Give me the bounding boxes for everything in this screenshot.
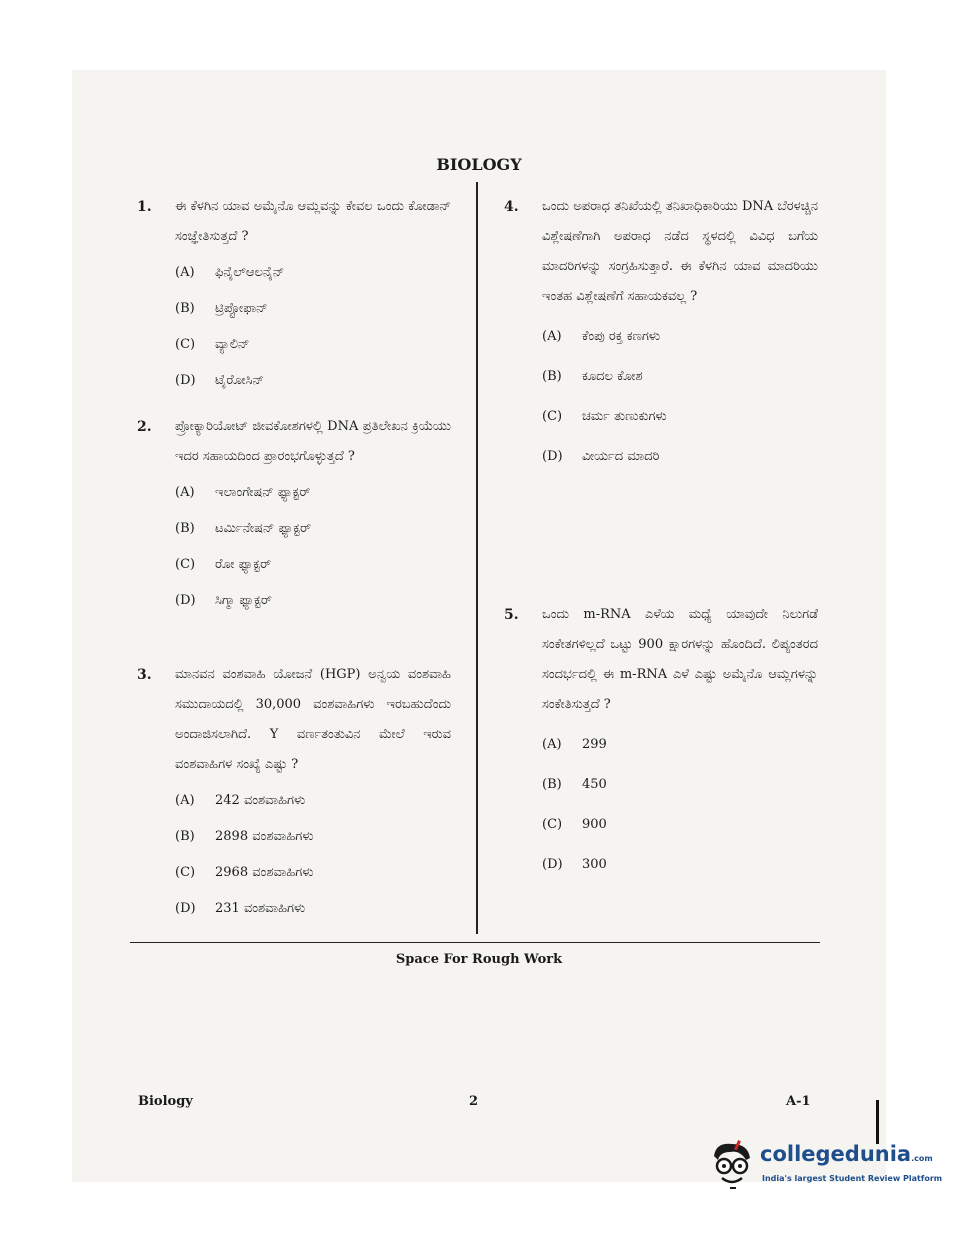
option-label: (B) bbox=[542, 369, 562, 384]
column-divider bbox=[476, 182, 478, 934]
option-label: (C) bbox=[175, 557, 196, 572]
option-text: 900 bbox=[582, 817, 607, 832]
option-label: (B) bbox=[175, 301, 195, 316]
option-label: (A) bbox=[175, 485, 195, 500]
option-text: ಟ್ರಿಪ್ಟೋಫಾನ್ bbox=[215, 301, 268, 316]
option-label: (D) bbox=[542, 449, 563, 464]
option-label: (B) bbox=[175, 521, 195, 536]
option-c bbox=[542, 810, 818, 840]
option-text: ಟರ್ಮಿನೇಷನ್ ಫ್ಯಾಕ್ಟರ್ bbox=[215, 521, 312, 536]
option-text: 450 bbox=[582, 777, 607, 792]
option-c bbox=[175, 330, 451, 360]
option-label: (C) bbox=[175, 337, 196, 352]
option-a bbox=[175, 786, 451, 816]
option-a bbox=[542, 730, 818, 760]
question-1 bbox=[137, 192, 451, 396]
option-b bbox=[175, 294, 451, 324]
brand-suffix: .com bbox=[911, 1154, 933, 1163]
option-d bbox=[542, 442, 818, 472]
option-label: (C) bbox=[175, 865, 196, 880]
option-c bbox=[175, 550, 451, 580]
option-label: (B) bbox=[175, 829, 195, 844]
option-d bbox=[175, 894, 451, 924]
option-label: (D) bbox=[175, 593, 196, 608]
rough-work-label: Space For Rough Work bbox=[395, 952, 563, 967]
footer-subject: Biology bbox=[138, 1094, 193, 1109]
option-b bbox=[542, 770, 818, 800]
question-text: ಒಂದು m-RNA ಎಳೆಯ ಮಧ್ಯೆ ಯಾವುದೇ ನಿಲುಗಡೆ ಸಂಕೇತಗಳಿಲ್ಲದೆ ಒಟ್ಟು 900 ಕ್ಷಾರಗಳನ್ನು ಹೊಂದಿದೆ. ಲಿಪ್ಯಂತರದ ಸಂದರ್ಭದಲ್ಲಿ ಈ m-RNA ಎಳೆ ಎಷ್ಟು ಅಮೈನೊ ಆಮ್ಲಗಳನ್ನು ಸಂಕೇತಿಸುತ್ತದೆ ? bbox=[542, 607, 818, 712]
option-text: 299 bbox=[582, 737, 607, 752]
option-text: 2968 ವಂಶವಾಹಿಗಳು bbox=[215, 865, 314, 880]
page-title: BIOLOGY bbox=[436, 155, 522, 174]
option-d bbox=[175, 366, 451, 396]
question-text: ಒಂದು ಅಪರಾಧ ತನಿಖೆಯಲ್ಲಿ ತನಿಖಾಧಿಕಾರಿಯು DNA ಬೆರಳಚ್ಚಿನ ವಿಶ್ಲೇಷಣೆಗಾಗಿ ಅಪರಾಧ ನಡೆದ ಸ್ಥಳದಲ್ಲಿ ವಿವಿಧ ಬಗೆಯ ಮಾದರಿಗಳನ್ನು ಸಂಗ್ರಹಿಸುತ್ತಾರೆ. ಈ ಕೆಳಗಿನ ಯಾವ ಮಾದರಿಯು ಇಂತಹ ವಿಶ್ಲೇಷಣೆಗೆ ಸಹಾಯಕವಲ್ಲ ? bbox=[542, 199, 818, 304]
option-b bbox=[175, 822, 451, 852]
option-text: ವೀರ್ಯದ ಮಾದರಿ bbox=[582, 449, 660, 464]
option-text: ರೋ ಫ್ಯಾಕ್ಟರ್ bbox=[215, 557, 272, 572]
option-text: 242 ವಂಶವಾಹಿಗಳು bbox=[215, 793, 306, 808]
question-5 bbox=[504, 600, 818, 880]
question-number: 2. bbox=[137, 419, 152, 435]
option-a bbox=[175, 258, 451, 288]
question-number: 4. bbox=[504, 199, 519, 215]
collegedunia-watermark bbox=[706, 1138, 946, 1194]
option-a bbox=[175, 478, 451, 508]
option-text: ಸಿಗ್ಮಾ ಫ್ಯಾಕ್ಟರ್ bbox=[215, 593, 273, 608]
option-label: (D) bbox=[175, 901, 196, 916]
question-number: 3. bbox=[137, 667, 152, 683]
question-2 bbox=[137, 412, 451, 616]
option-label: (D) bbox=[542, 857, 563, 872]
option-text: ಚರ್ಮ ತುಣುಕುಗಳು bbox=[582, 409, 667, 424]
option-b bbox=[175, 514, 451, 544]
mascot-icon bbox=[706, 1138, 756, 1194]
option-c bbox=[175, 858, 451, 888]
option-text: 2898 ವಂಶವಾಹಿಗಳು bbox=[215, 829, 314, 844]
option-text: ವ್ಯಾಲಿನ್ bbox=[215, 337, 250, 352]
question-text: ಮಾನವನ ವಂಶವಾಹಿ ಯೋಜನೆ (HGP) ಅನ್ವಯ ವಂಶವಾಹಿ ಸಮುದಾಯದಲ್ಲಿ 30,000 ವಂಶವಾಹಿಗಳು ಇರಬಹುದೆಂದು ಅಂದಾಜಿಸಲಾಗಿದೆ. Y ವರ್ಣತಂತುವಿನ ಮೇಲೆ ಇರುವ ವಂಶವಾಹಿಗಳ ಸಂಖ್ಯೆ ಎಷ್ಟು ? bbox=[175, 667, 451, 772]
option-d bbox=[542, 850, 818, 880]
option-text: ಕೂದಲ ಕೋಶ bbox=[582, 369, 643, 384]
option-label: (C) bbox=[542, 817, 563, 832]
option-label: (A) bbox=[175, 265, 195, 280]
option-text: 231 ವಂಶವಾಹಿಗಳು bbox=[215, 901, 306, 916]
option-b bbox=[542, 362, 818, 392]
question-number: 5. bbox=[504, 607, 519, 623]
option-c bbox=[542, 402, 818, 432]
option-text: 300 bbox=[582, 857, 607, 872]
option-text: ಕೆಂಪು ರಕ್ತ ಕಣಗಳು bbox=[582, 329, 661, 344]
horizontal-rule bbox=[130, 942, 820, 943]
option-text: ಫಿನೈಲ್ಆಲನೈನ್ bbox=[215, 265, 285, 280]
question-4 bbox=[504, 192, 818, 472]
footer-page-number: 2 bbox=[469, 1094, 479, 1109]
option-d bbox=[175, 586, 451, 616]
option-label: (B) bbox=[542, 777, 562, 792]
option-label: (A) bbox=[542, 737, 562, 752]
option-label: (A) bbox=[175, 793, 195, 808]
question-number: 1. bbox=[137, 199, 152, 215]
option-label: (D) bbox=[175, 373, 196, 388]
option-label: (A) bbox=[542, 329, 562, 344]
option-text: ಇಲಾಂಗೇಷನ್ ಫ್ಯಾಕ್ಟರ್ bbox=[215, 485, 311, 500]
option-text: ಟೈರೋಸಿನ್ bbox=[215, 373, 264, 388]
question-3 bbox=[137, 660, 451, 924]
brand-name bbox=[760, 1142, 933, 1166]
footer-code: A-1 bbox=[786, 1094, 811, 1109]
option-a bbox=[542, 322, 818, 352]
question-text: ಪ್ರೋಕ್ಯಾರಿಯೋಟ್ ಜೀವಕೋಶಗಳಲ್ಲಿ DNA ಪ್ರತಿಲೇಖನ ಕ್ರಿಯೆಯು ಇದರ ಸಹಾಯದಿಂದ ಪ್ರಾರಂಭಗೊಳ್ಳುತ್ತದೆ ? bbox=[175, 419, 451, 464]
brand-text: collegedunia bbox=[760, 1142, 912, 1166]
option-label: (C) bbox=[542, 409, 563, 424]
brand-tagline: India's largest Student Review Platform bbox=[762, 1174, 943, 1183]
question-text: ಈ ಕೆಳಗಿನ ಯಾವ ಅಮೈನೊ ಆಮ್ಲವನ್ನು ಕೇವಲ ಒಂದು ಕೋಡಾನ್ ಸಂಜ್ಞೇತಿಸುತ್ತದೆ ? bbox=[175, 199, 451, 244]
